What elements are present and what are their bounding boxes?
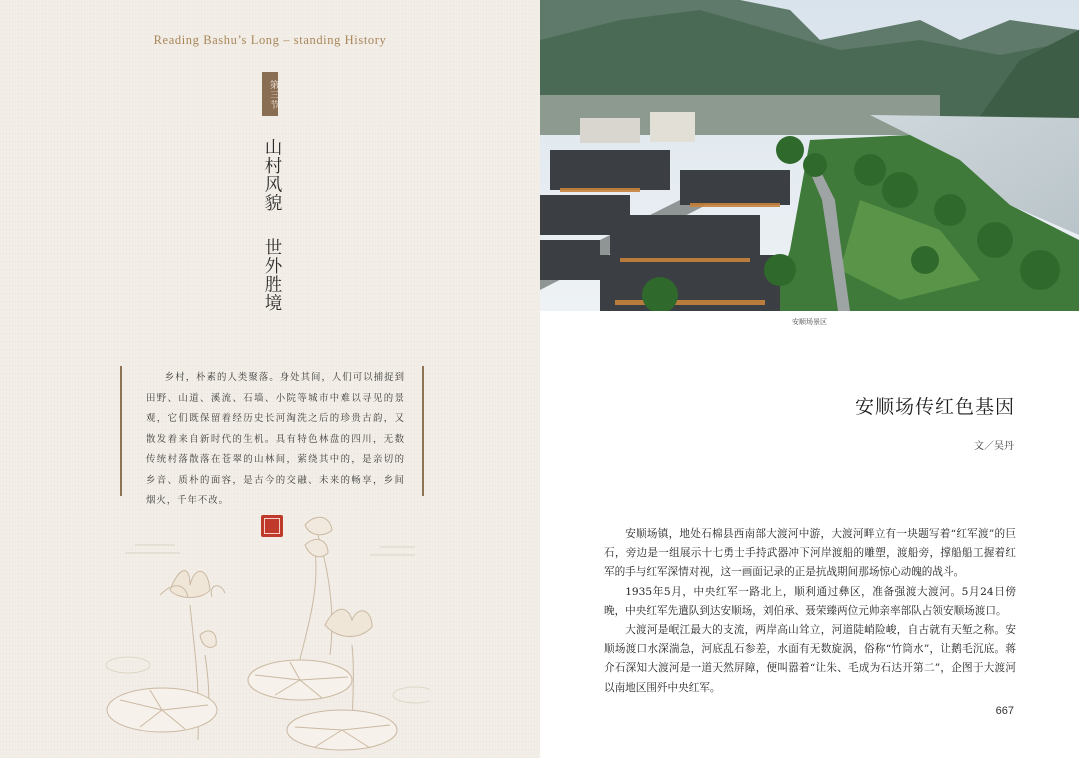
article-byline: 文／吴丹 <box>974 441 1014 452</box>
page-number: 667 <box>995 705 1014 717</box>
photo-caption: 安顺场景区 <box>792 318 827 326</box>
right-page <box>540 0 1080 758</box>
running-header: Reading Bashu’s Long – standing History <box>153 33 387 47</box>
body-paragraph: 安顺场镇，地处石棉县西南部大渡河中游，大渡河畔立有一块题写着“红军渡”的巨石，旁边是一组展示十七勇士手持武器冲下河岸渡船的雕塑，渡船旁，撑船船工握着红军的手与红军深情对视，这一画面记录的正是抗战期间那场惊心动魄的战斗。 <box>604 528 1016 579</box>
lotus-illustration <box>90 505 430 758</box>
title-line-2: 世外胜境 <box>262 238 282 312</box>
article-headline: 安顺场传红色基因 <box>854 396 1015 418</box>
article-body <box>604 525 1016 698</box>
section-tag: 第三节 <box>262 72 278 116</box>
intro-paragraph: 乡村，朴素的人类聚落。身处其间，人们可以捕捉到田野、山道、溪流、石墙、小院等城市中难以寻见的景观，它们既保留着经历史长河淘洗之后的珍贵古韵，又散发着来自新时代的生机。具有特色林盘的四川，无数传统村落散落在苍翠的山林间，萦绕其中的，是亲切的乡音、质朴的面容，是古今的交融、未来的畅享，乡间烟火，千年不改。 <box>120 366 424 496</box>
body-paragraph: 1935年5月，中央红军一路北上，顺利通过彝区，准备强渡大渡河。5月24日傍晚，中央红军先遣队到达安顺场，刘伯承、聂荣臻两位元帅亲率部队占领安顺场渡口。 <box>604 585 1016 617</box>
title-line-1: 山村风貌 <box>262 138 282 212</box>
anshunchang-aerial-photo <box>540 0 1079 311</box>
body-paragraph: 大渡河是岷江最大的支流，两岸高山耸立，河道陡峭险峻，自古就有天堑之称。安顺场渡口水深湍急，河底乱石参差，水面有无数旋涡，俗称“竹筒水”，让鹅毛沉底。蒋介石深知大渡河是一道天然屏障，便叫嚣着“让朱、毛成为石达开第二”，企图于大渡河以南地区围歼中央红军。 <box>604 624 1016 694</box>
